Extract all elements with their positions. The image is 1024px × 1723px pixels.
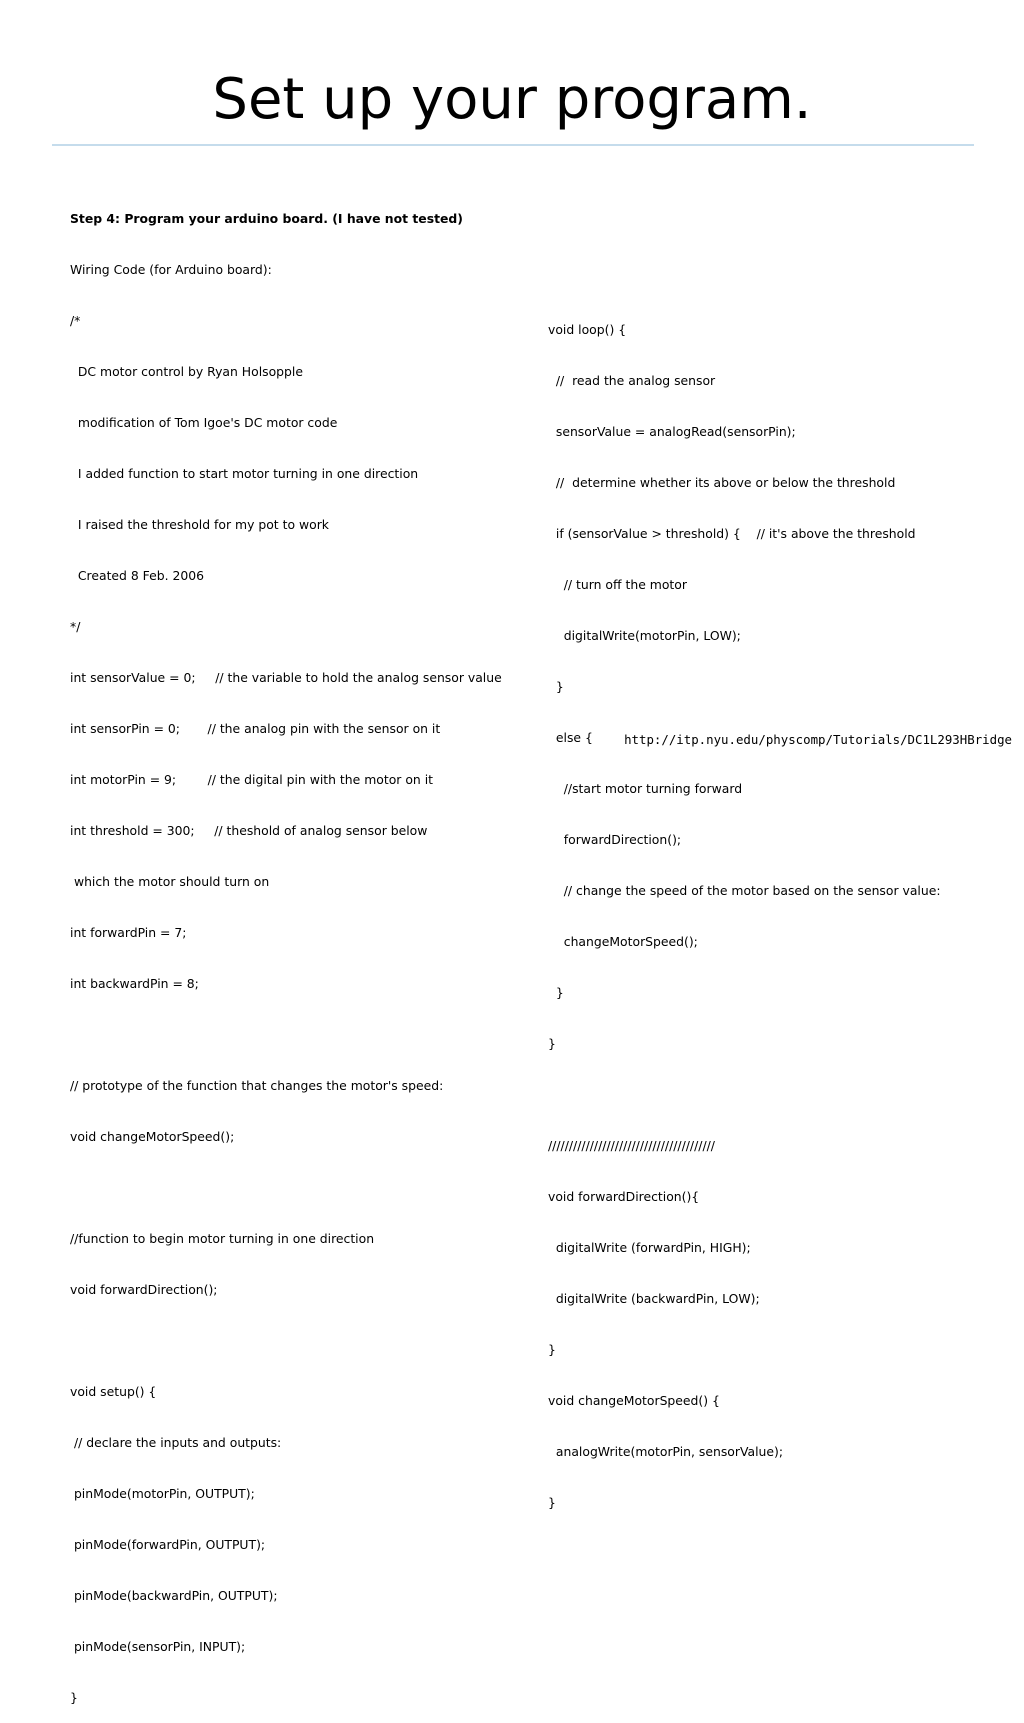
- code-line: */: [70, 619, 81, 634]
- code-line: }: [548, 1036, 556, 1051]
- code-line: [70, 1026, 502, 1043]
- code-line: pinMode(motorPin, OUTPUT);: [70, 1486, 255, 1501]
- code-line: // read the analog sensor: [548, 373, 716, 388]
- code-line: }: [548, 985, 564, 1000]
- code-line: //function to begin motor turning in one direction: [70, 1231, 375, 1246]
- code-line: ////////////////////////////////////////: [548, 1138, 715, 1153]
- code-line: void changeMotorSpeed() {: [548, 1393, 720, 1408]
- code-line: pinMode(sensorPin, INPUT);: [70, 1639, 246, 1654]
- code-line: int threshold = 300; // theshold of analog sensor below: [70, 823, 428, 838]
- code-line: void loop() {: [548, 322, 627, 337]
- code-line: int motorPin = 9; // the digital pin with the motor on it: [70, 772, 434, 787]
- slide-title: Set up your program.: [212, 67, 812, 132]
- code-listing-left: [70, 176, 502, 1723]
- code-line: forwardDirection();: [548, 832, 682, 847]
- code-line: [70, 1179, 502, 1196]
- code-line: //start motor turning forward: [548, 781, 743, 796]
- code-line: Wiring Code (for Arduino board):: [70, 262, 272, 277]
- code-line: pinMode(forwardPin, OUTPUT);: [70, 1537, 266, 1552]
- code-line: int backwardPin = 8;: [70, 976, 199, 991]
- step-heading: Step 4: Program your arduino board. (I have not tested): [70, 211, 463, 226]
- code-line: changeMotorSpeed();: [548, 934, 698, 949]
- code-line: // change the speed of the motor based on the sensor value:: [548, 883, 941, 898]
- code-line: void forwardDirection();: [70, 1282, 218, 1297]
- code-line: }: [548, 1495, 556, 1510]
- code-line: int sensorValue = 0; // the variable to hold the analog sensor value: [70, 670, 502, 685]
- code-line: I added function to start motor turning in one direction: [70, 466, 419, 481]
- code-line: I raised the threshold for my pot to work: [70, 517, 329, 532]
- code-line: // declare the inputs and outputs:: [70, 1435, 282, 1450]
- code-line: }: [70, 1690, 78, 1705]
- code-line: [70, 1332, 502, 1349]
- code-line: int sensorPin = 0; // the analog pin with the sensor on it: [70, 721, 441, 736]
- code-line: void forwardDirection(){: [548, 1189, 700, 1204]
- code-line: // turn off the motor: [548, 577, 687, 592]
- code-line: Created 8 Feb. 2006: [70, 568, 205, 583]
- code-line: digitalWrite (forwardPin, HIGH);: [548, 1240, 751, 1255]
- code-line: // determine whether its above or below the threshold: [548, 475, 896, 490]
- code-listing-right: [548, 287, 941, 1528]
- code-line: sensorValue = analogRead(sensorPin);: [548, 424, 796, 439]
- code-line: DC motor control by Ryan Holsopple: [70, 364, 303, 379]
- code-line: digitalWrite(motorPin, LOW);: [548, 628, 741, 643]
- code-line: void setup() {: [70, 1384, 157, 1399]
- code-line: which the motor should turn on: [70, 874, 270, 889]
- code-line: int forwardPin = 7;: [70, 925, 187, 940]
- code-line: // prototype of the function that changes the motor's speed:: [70, 1078, 444, 1093]
- code-line: analogWrite(motorPin, sensorValue);: [548, 1444, 784, 1459]
- code-line: }: [548, 1342, 556, 1357]
- code-line: }: [548, 679, 564, 694]
- code-line: /*: [70, 313, 81, 328]
- code-line: modification of Tom Igoe's DC motor code: [70, 415, 338, 430]
- code-line: void changeMotorSpeed();: [70, 1129, 235, 1144]
- code-line: if (sensorValue > threshold) { // it's above the threshold: [548, 526, 916, 541]
- source-url: http://itp.nyu.edu/physcomp/Tutorials/DC1L293HBridge: [624, 732, 1012, 747]
- code-line: pinMode(backwardPin, OUTPUT);: [70, 1588, 278, 1603]
- code-line: else {: [548, 730, 593, 745]
- code-line: digitalWrite (backwardPin, LOW);: [548, 1291, 760, 1306]
- title-divider: [52, 144, 974, 146]
- code-line: [548, 1086, 941, 1103]
